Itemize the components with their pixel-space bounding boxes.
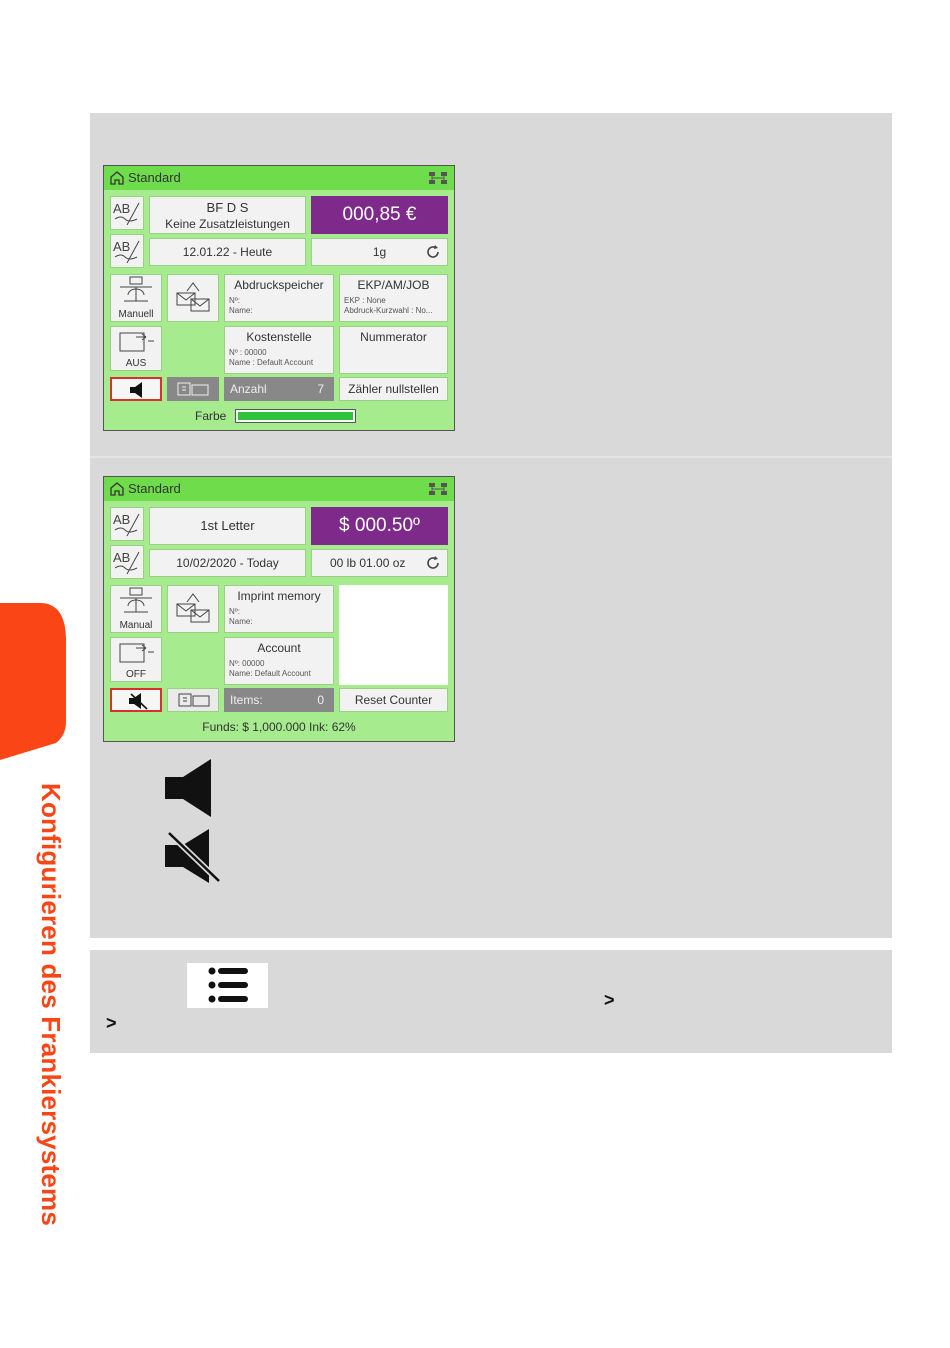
service-button[interactable] <box>149 196 306 234</box>
output-tray-icon-2 <box>116 640 156 668</box>
scale-label-2: Manual <box>119 620 153 631</box>
account-button-2[interactable] <box>224 637 334 685</box>
screen-title: Standard <box>128 170 181 185</box>
output-button-2[interactable] <box>110 637 162 682</box>
account-no: Nº : 00000 <box>229 348 267 357</box>
scale-icon-2 <box>116 586 156 616</box>
counter-display <box>224 377 334 401</box>
counter-label-2: Items: <box>230 693 263 707</box>
list-menu-icon <box>187 963 268 1008</box>
scale-button[interactable] <box>110 274 162 322</box>
refresh-icon-2[interactable] <box>425 555 441 571</box>
reset-counter-button-2[interactable]: Reset Counter <box>339 688 448 712</box>
numerator-button[interactable] <box>339 326 448 374</box>
scale-icon <box>116 275 156 305</box>
funds-status: Funds: $ 1,000.000 Ink: 62% <box>202 720 356 734</box>
screen-title-bar <box>104 166 454 190</box>
ink-label: Farbe <box>195 409 227 423</box>
screen-title-bar-2 <box>104 477 454 501</box>
imprint-name: Name: <box>229 306 253 315</box>
abc-icon-4[interactable] <box>110 545 144 579</box>
ekp-line-2: Abdruck-Kurzwahl : No... <box>344 306 433 315</box>
ekp-line-1: EKP : None <box>344 296 386 305</box>
speaker-icon <box>128 381 148 399</box>
weight-value-2: 00 lb 01.00 oz <box>330 556 406 570</box>
sound-button-2[interactable] <box>110 688 162 712</box>
date-button-2[interactable]: 10/02/2020 - Today <box>149 549 306 577</box>
ink-level-bar <box>235 409 356 423</box>
chevron-2: > <box>106 1013 117 1033</box>
service-line-2: Keine Zusatzleistungen <box>165 217 290 231</box>
sound-button[interactable] <box>110 377 162 401</box>
imprint-name-2: Name: <box>229 617 253 626</box>
imprint-no-2: Nº: <box>229 607 240 616</box>
amount-display-2[interactable]: $ 000.50º <box>311 507 448 545</box>
output-tray-icon <box>116 329 156 357</box>
abc-icon[interactable] <box>110 196 144 230</box>
envelope-button[interactable] <box>167 274 219 322</box>
envelopes-icon-2 <box>173 590 213 630</box>
envelopes-icon <box>173 279 213 319</box>
svg-text:AB: AB <box>113 201 131 216</box>
speaker-icon <box>163 759 213 817</box>
home-icon-2[interactable] <box>110 482 124 496</box>
envelope-button-2[interactable] <box>167 585 219 633</box>
ekp-title: EKP/AM/JOB <box>357 278 430 292</box>
output-label-2: OFF <box>126 669 146 680</box>
print-mode-icon <box>176 380 210 398</box>
screen-english <box>103 476 455 742</box>
reset-counter-button[interactable]: Zähler nullstellen <box>339 377 448 401</box>
screen-body-2 <box>104 501 454 741</box>
scale-label: Manuell <box>118 309 154 320</box>
scale-button-2[interactable] <box>110 585 162 633</box>
imprint-memory-button[interactable] <box>224 274 334 322</box>
counter-label: Anzahl <box>230 382 267 396</box>
screen-title-2: Standard <box>128 481 181 496</box>
account-name-2: Name: Default Account <box>229 669 311 678</box>
home-icon[interactable] <box>110 171 124 185</box>
network-icon <box>428 171 448 185</box>
imprint-memory-title: Abdruckspeicher <box>234 278 324 292</box>
screen-body <box>104 190 454 430</box>
chapter-title: Konfigurieren des Frankiersystems <box>36 783 66 1226</box>
counter-display-2 <box>224 688 334 712</box>
counter-value-2: 0 <box>317 693 324 707</box>
speaker-muted-icon <box>163 829 223 883</box>
network-icon-2 <box>428 482 448 496</box>
svg-text:AB: AB <box>113 550 131 565</box>
screen-german <box>103 165 455 431</box>
account-title-2: Account <box>257 641 301 655</box>
weight-value: 1g <box>372 245 387 259</box>
menu-button[interactable] <box>187 963 268 1008</box>
service-line-1: BF D S <box>206 200 249 215</box>
output-button[interactable] <box>110 326 162 371</box>
empty-slot <box>339 585 448 685</box>
account-name: Name : Default Account <box>229 358 314 367</box>
abc-icon-3[interactable] <box>110 507 144 541</box>
chapter-tab <box>0 603 66 760</box>
account-button[interactable] <box>224 326 334 374</box>
speaker-muted-icon <box>127 692 149 710</box>
imprint-no: Nº: <box>229 296 240 305</box>
imprint-memory-button-2[interactable] <box>224 585 334 633</box>
ink-level-fill <box>238 412 353 420</box>
imprint-memory-title-2: Imprint memory <box>237 589 321 603</box>
abc-icon-2[interactable] <box>110 234 144 268</box>
amount-display[interactable]: 000,85 € <box>311 196 448 234</box>
date-button[interactable]: 12.01.22 - Heute <box>149 238 306 266</box>
print-mode-button-2[interactable] <box>167 688 219 712</box>
chevron-1: > <box>604 990 615 1010</box>
numerator-title: Nummerator <box>360 330 427 344</box>
output-label: AUS <box>125 358 147 369</box>
account-title: Kostenstelle <box>246 330 312 344</box>
weight-button[interactable] <box>311 238 448 266</box>
refresh-icon[interactable] <box>425 244 441 260</box>
account-no-2: Nº: 00000 <box>229 659 265 668</box>
svg-text:AB: AB <box>113 512 131 527</box>
service-button-2[interactable]: 1st Letter <box>149 507 306 545</box>
print-mode-button[interactable] <box>167 377 219 401</box>
panel-divider <box>90 456 892 458</box>
counter-value: 7 <box>317 382 324 396</box>
ekp-button[interactable] <box>339 274 448 322</box>
print-mode-icon-2 <box>177 691 211 709</box>
weight-button-2[interactable] <box>311 549 448 577</box>
svg-text:AB: AB <box>113 239 131 254</box>
